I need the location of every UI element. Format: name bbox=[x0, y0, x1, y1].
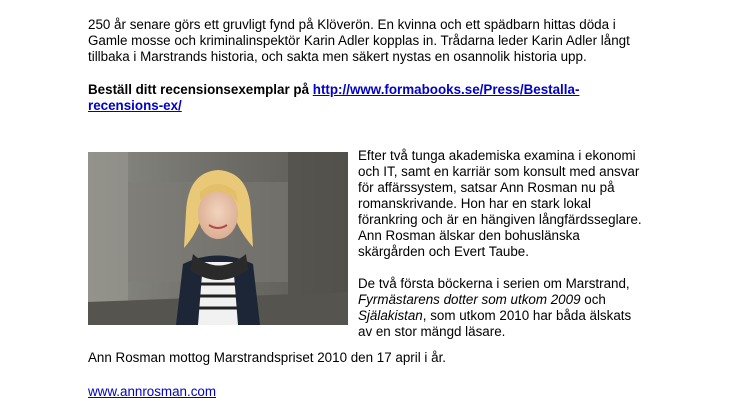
bio-line: och IT, samt en karriär som konsult med ansvar bbox=[358, 164, 640, 179]
intro-line: tillbaka i Marstrands historia, och sakta men säkert nystas en osannolik historia upp. bbox=[88, 49, 587, 64]
bio-paragraph-2 bbox=[358, 276, 663, 340]
order-prefix: Beställ ditt recensionsexemplar på bbox=[88, 82, 313, 97]
bio-line: för affärssystem, satsar Ann Rosman nu på bbox=[358, 180, 615, 195]
intro-line: 250 år senare görs ett gruvligt fynd på Klöverön. En kvinna och ett spädbarn hittas döda i bbox=[88, 17, 616, 32]
order-paragraph bbox=[88, 82, 648, 114]
bio-line: av en stor mängd läsare. bbox=[358, 324, 506, 339]
author-bio bbox=[358, 148, 663, 340]
order-link-continued[interactable]: recensions-ex/ bbox=[88, 98, 182, 113]
bio-line: förankring och är en hängiven långfärdsseglare. bbox=[358, 212, 642, 227]
book-title-2: Själakistan bbox=[358, 308, 423, 323]
author-photo bbox=[88, 152, 348, 325]
intro-paragraph bbox=[88, 17, 648, 65]
bio-connector: och bbox=[580, 292, 606, 307]
bio-line: , som utkom 2010 har båda älskats bbox=[422, 308, 632, 323]
award-paragraph: Ann Rosman mottog Marstrandspriset 2010 den 17 april i år. bbox=[88, 350, 447, 365]
bio-line: Efter två tunga akademiska examina i ekonomi bbox=[358, 148, 636, 163]
order-link[interactable]: http://www.formabooks.se/Press/Bestalla- bbox=[312, 82, 580, 97]
intro-line: Gamle mosse och kriminalinspektör Karin Adler kopplas in. Trådarna leder Karin Adler långt bbox=[88, 33, 630, 48]
bio-line: skärgården och Evert Taube. bbox=[358, 244, 529, 259]
website-link[interactable]: www.annrosman.com bbox=[88, 384, 217, 399]
bio-line: De två första böckerna i serien om Marstrand, bbox=[358, 276, 630, 291]
website-paragraph bbox=[88, 384, 216, 400]
bio-line: Ann Rosman älskar den bohuslänska bbox=[358, 228, 580, 243]
book-title-1: Fyrmästarens dotter som utkom 2009 bbox=[358, 292, 581, 307]
bio-paragraph-1 bbox=[358, 148, 663, 260]
bio-line: romanskrivande. Hon har en stark lokal bbox=[358, 196, 591, 211]
